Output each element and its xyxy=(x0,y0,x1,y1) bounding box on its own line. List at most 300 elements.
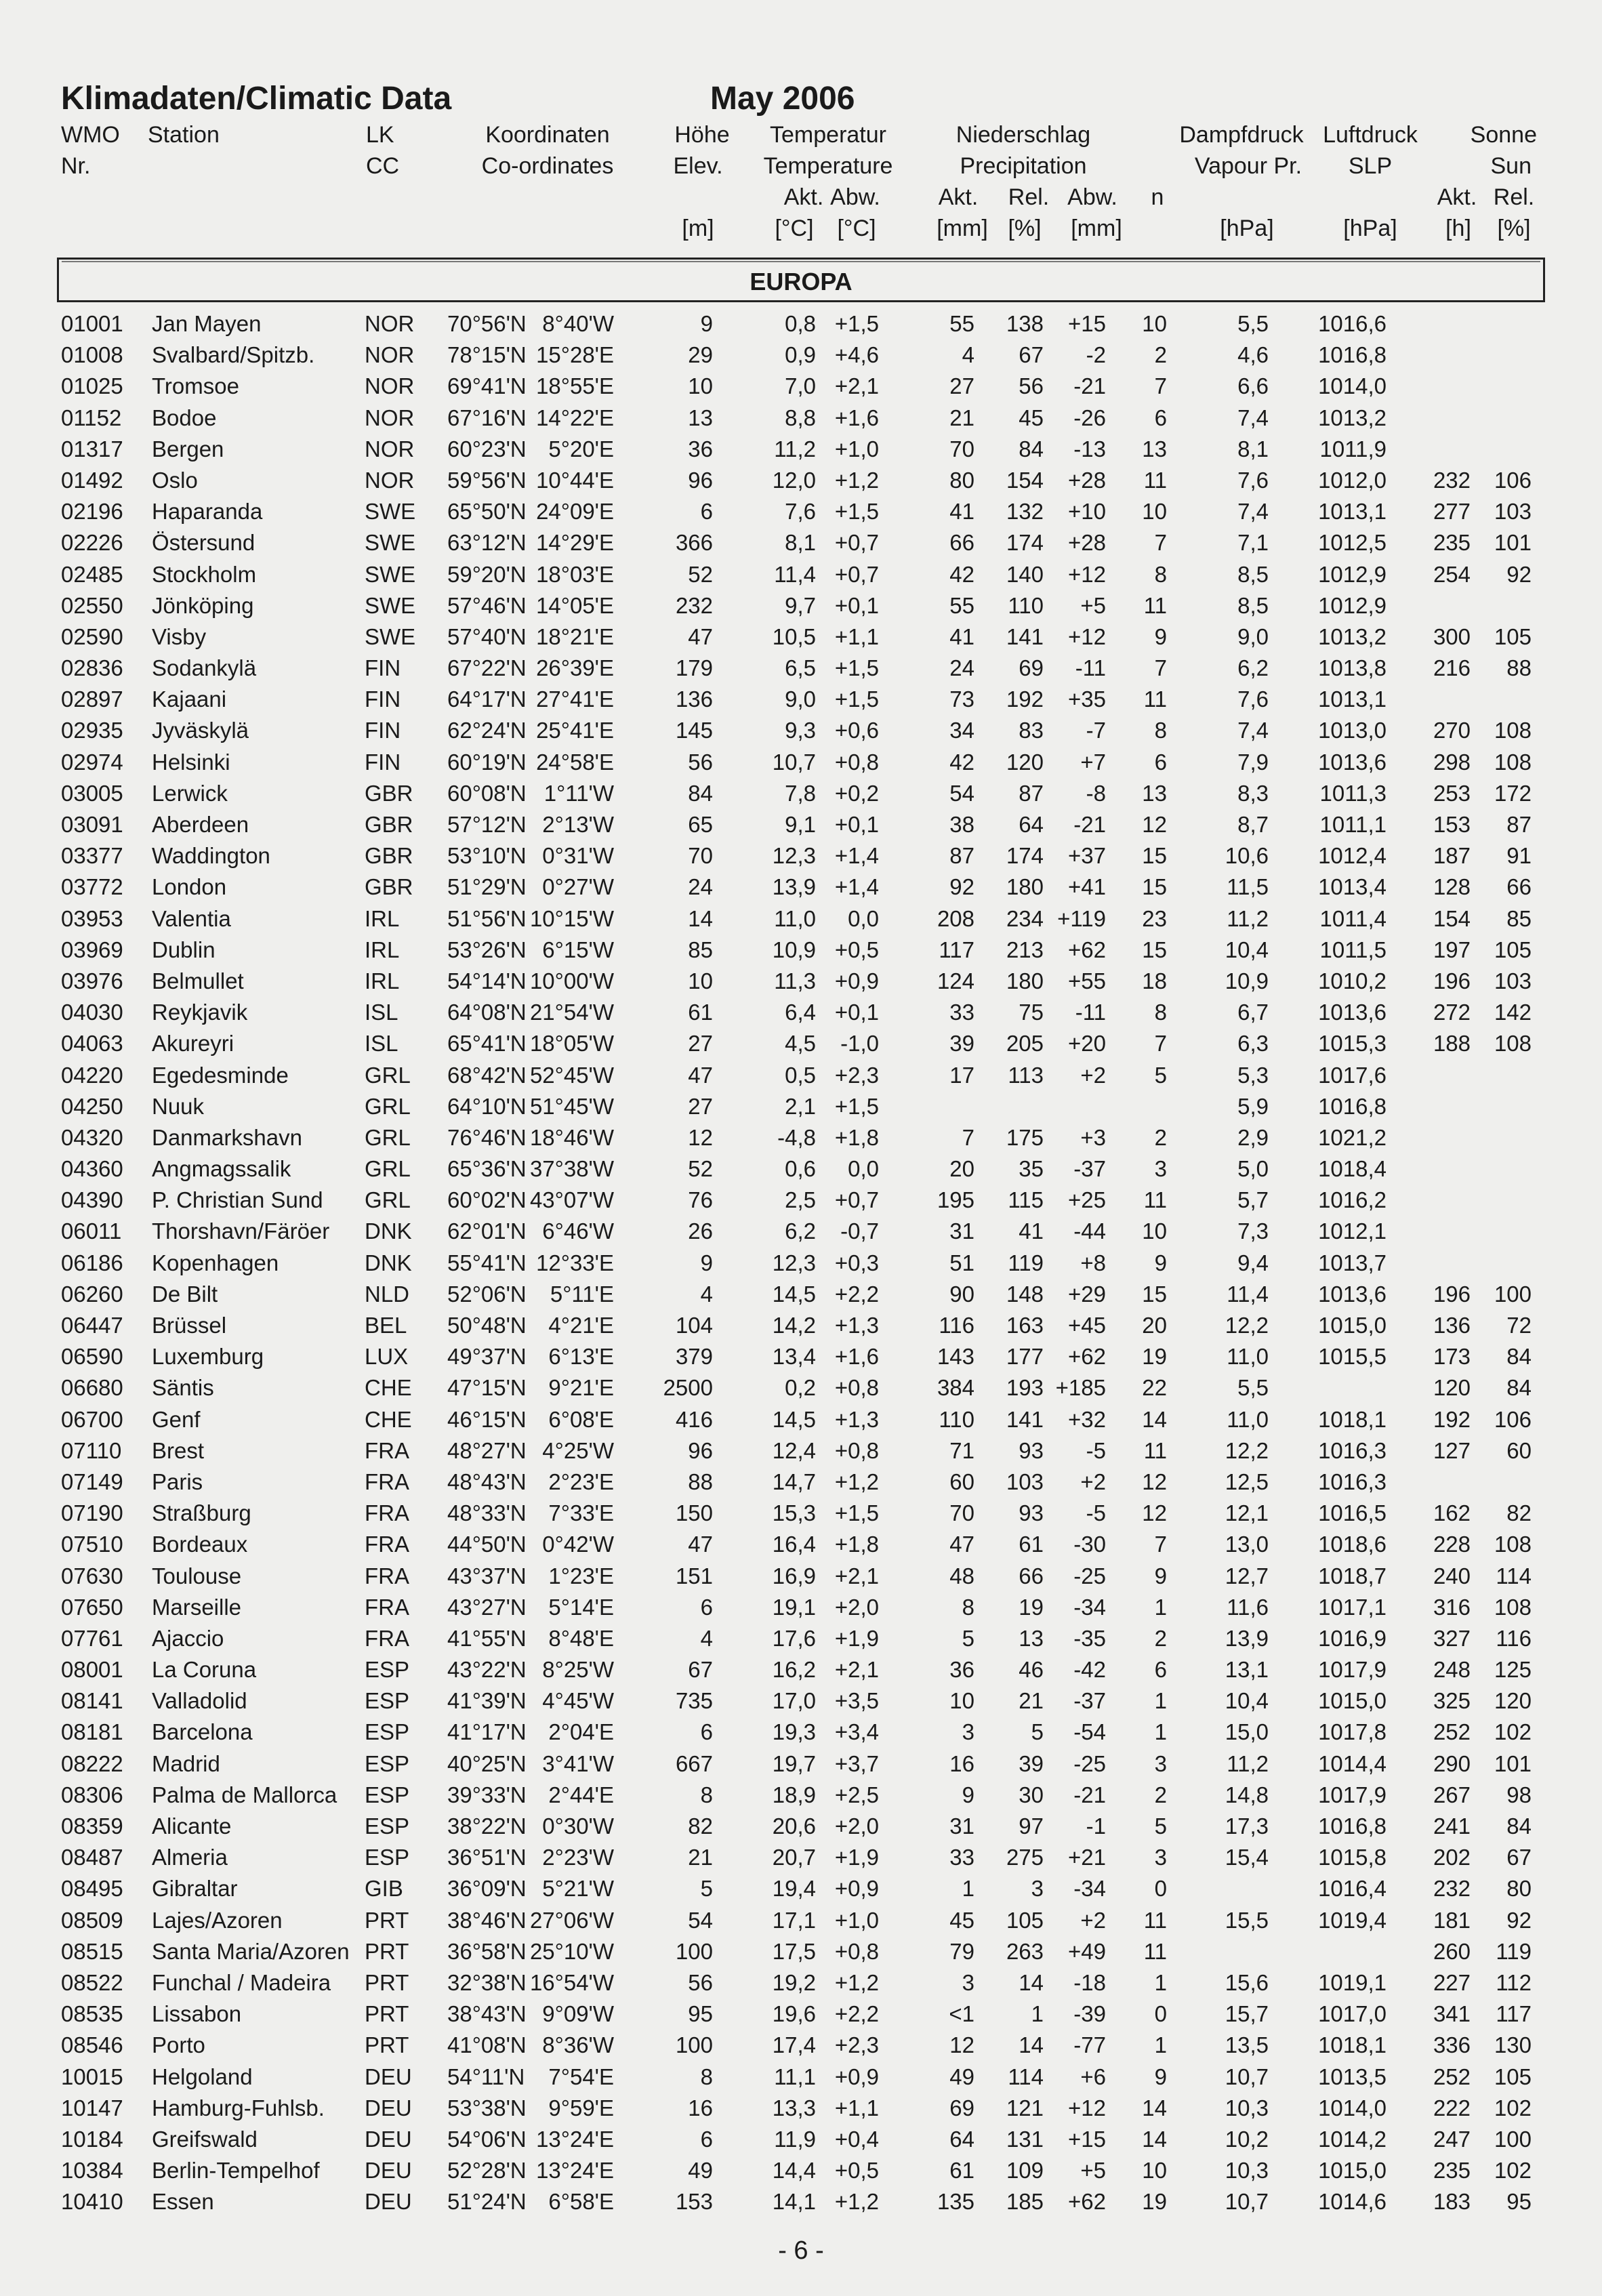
precip-abw-cell: +8 xyxy=(1080,1250,1106,1275)
elevation-cell: 179 xyxy=(675,655,713,681)
precip-abw-cell: +185 xyxy=(1055,1375,1106,1401)
wmo-nr-cell: 04220 xyxy=(61,1062,123,1088)
latitude-cell: 59°56'N xyxy=(447,467,527,493)
precip-abw-cell: +119 xyxy=(1057,905,1106,931)
station-name-cell: Östersund xyxy=(152,530,255,556)
station-name-cell: Santa Maria/Azoren xyxy=(152,1938,350,1964)
longitude-cell: 5°14'E xyxy=(548,1594,614,1620)
longitude-cell: 18°55'E xyxy=(536,373,614,399)
precip-rel-cell: 105 xyxy=(1006,1907,1044,1933)
precip-abw-cell: +62 xyxy=(1068,937,1106,962)
header-unit-sun-rel: [%] xyxy=(1497,216,1531,241)
wmo-nr-cell: 06700 xyxy=(61,1406,123,1432)
sea-level-pressure-cell: 1012,4 xyxy=(1318,843,1387,869)
temp-akt-cell: 7,6 xyxy=(785,499,816,525)
longitude-cell: 10°44'E xyxy=(536,467,614,493)
station-name-cell: Sodankylä xyxy=(152,655,257,681)
temp-akt-cell: 17,1 xyxy=(772,1907,816,1933)
table-row xyxy=(0,905,1602,936)
precip-akt-cell: 21 xyxy=(949,405,974,430)
temp-abw-cell: +0,1 xyxy=(834,812,879,837)
sea-level-pressure-cell: 1018,4 xyxy=(1318,1156,1387,1182)
sun-hours-cell: 252 xyxy=(1433,1719,1471,1745)
precip-rel-cell: 140 xyxy=(1006,561,1044,587)
precip-akt-cell: 47 xyxy=(949,1532,974,1557)
precip-abw-cell: -2 xyxy=(1086,342,1106,368)
precip-abw-cell: -42 xyxy=(1073,1657,1106,1683)
latitude-cell: 32°38'N xyxy=(447,1969,527,1995)
precip-akt-cell: 42 xyxy=(949,561,974,587)
sun-hours-cell: 248 xyxy=(1433,1657,1471,1683)
precip-abw-cell: +55 xyxy=(1068,968,1106,993)
longitude-cell: 5°20'E xyxy=(548,436,614,462)
precip-akt-cell: 42 xyxy=(949,749,974,775)
sea-level-pressure-cell: 1016,9 xyxy=(1318,1625,1387,1651)
elevation-cell: 6 xyxy=(700,1719,713,1745)
temp-abw-cell: +1,8 xyxy=(834,1532,879,1557)
table-row xyxy=(0,2031,1602,2062)
longitude-cell: 6°15'W xyxy=(542,937,614,962)
temp-akt-cell: -4,8 xyxy=(777,1124,816,1150)
precip-abw-cell: +12 xyxy=(1068,2095,1106,2120)
elevation-cell: 5 xyxy=(700,1876,713,1902)
precip-rel-cell: 120 xyxy=(1006,749,1044,775)
station-name-cell: Bordeaux xyxy=(152,1532,248,1557)
elevation-cell: 104 xyxy=(675,1313,713,1338)
sea-level-pressure-cell: 1016,6 xyxy=(1318,311,1387,336)
precip-abw-cell: -1 xyxy=(1086,1813,1106,1839)
station-name-cell: Akureyri xyxy=(152,1031,234,1057)
precip-abw-cell: +62 xyxy=(1068,2189,1106,2215)
station-name-cell: Reykjavik xyxy=(152,1000,248,1025)
country-code-cell: PRT xyxy=(365,2032,409,2058)
elevation-cell: 95 xyxy=(688,2001,713,2027)
station-name-cell: Alicante xyxy=(152,1813,232,1839)
precip-abw-cell: +21 xyxy=(1068,1845,1106,1870)
precip-rel-cell: 67 xyxy=(1019,342,1044,368)
sun-rel-cell: 102 xyxy=(1494,2095,1532,2120)
elevation-cell: 366 xyxy=(675,530,713,556)
vapour-pressure-cell: 15,7 xyxy=(1225,2001,1269,2027)
sun-hours-cell: 252 xyxy=(1433,2064,1471,2089)
precip-akt-cell: 70 xyxy=(949,436,974,462)
country-code-cell: CHE xyxy=(365,1406,412,1432)
temp-abw-cell: +0,8 xyxy=(834,749,879,775)
precip-rel-cell: 3 xyxy=(1031,1876,1044,1902)
precip-akt-cell: 1 xyxy=(962,1876,974,1902)
precip-akt-cell: 12 xyxy=(949,2032,974,2058)
country-code-cell: GIB xyxy=(365,1876,403,1902)
vapour-pressure-cell: 11,4 xyxy=(1227,1281,1269,1307)
precip-days-cell: 8 xyxy=(1154,561,1167,587)
country-code-cell: NOR xyxy=(365,405,415,430)
temp-akt-cell: 19,2 xyxy=(772,1969,816,1995)
country-code-cell: PRT xyxy=(365,1969,409,1995)
wmo-nr-cell: 02836 xyxy=(61,655,123,681)
sun-rel-cell: 85 xyxy=(1506,905,1532,931)
temp-abw-cell: +2,3 xyxy=(834,1062,879,1088)
latitude-cell: 53°10'N xyxy=(447,843,527,869)
table-row xyxy=(0,748,1602,779)
sea-level-pressure-cell: 1012,0 xyxy=(1318,467,1387,493)
temp-akt-cell: 19,7 xyxy=(772,1750,816,1776)
header-precipitation: Precipitation xyxy=(960,153,1087,179)
country-code-cell: NOR xyxy=(365,342,415,368)
precip-days-cell: 14 xyxy=(1142,1406,1167,1432)
country-code-cell: ESP xyxy=(365,1688,410,1714)
temp-abw-cell: +2,5 xyxy=(834,1782,879,1807)
header-nied-abw: Abw. xyxy=(1067,184,1117,210)
precip-days-cell: 7 xyxy=(1154,530,1167,556)
longitude-cell: 6°13'E xyxy=(548,1344,614,1370)
country-code-cell: ESP xyxy=(365,1782,410,1807)
latitude-cell: 57°12'N xyxy=(447,812,527,837)
station-name-cell: Essen xyxy=(152,2189,214,2215)
sun-rel-cell: 108 xyxy=(1494,1594,1532,1620)
longitude-cell: 37°38'W xyxy=(529,1156,614,1182)
header-temperature: Temperature xyxy=(763,153,893,179)
longitude-cell: 3°41'W xyxy=(542,1750,614,1776)
table-row xyxy=(0,1186,1602,1217)
longitude-cell: 7°54'E xyxy=(548,2064,614,2089)
precip-abw-cell: -30 xyxy=(1073,1532,1106,1557)
precip-abw-cell: -11 xyxy=(1075,655,1106,681)
precip-rel-cell: 41 xyxy=(1019,1218,1044,1244)
precip-akt-cell: 124 xyxy=(937,968,974,993)
header-elev: Elev. xyxy=(673,153,723,179)
elevation-cell: 150 xyxy=(675,1500,713,1526)
elevation-cell: 47 xyxy=(688,623,713,649)
table-row xyxy=(0,560,1602,592)
precip-rel-cell: 205 xyxy=(1006,1031,1044,1057)
vapour-pressure-cell: 10,2 xyxy=(1225,2126,1269,2152)
precip-abw-cell: -54 xyxy=(1073,1719,1106,1745)
latitude-cell: 41°55'N xyxy=(447,1625,527,1651)
sun-hours-cell: 316 xyxy=(1433,1594,1471,1620)
precip-akt-cell: 90 xyxy=(949,1281,974,1307)
table-row xyxy=(0,685,1602,716)
wmo-nr-cell: 01008 xyxy=(61,342,123,368)
elevation-cell: 49 xyxy=(688,2158,713,2184)
sun-rel-cell: 80 xyxy=(1506,1876,1532,1902)
temp-akt-cell: 4,5 xyxy=(785,1031,816,1057)
wmo-nr-cell: 08001 xyxy=(61,1657,123,1683)
header-unit-dampf: [hPa] xyxy=(1220,216,1274,241)
precip-akt-cell: 34 xyxy=(949,718,974,743)
vapour-pressure-cell: 15,6 xyxy=(1225,1969,1269,1995)
country-code-cell: FIN xyxy=(365,718,401,743)
table-row xyxy=(0,310,1602,341)
precip-akt-cell: 92 xyxy=(949,874,974,900)
sea-level-pressure-cell: 1015,0 xyxy=(1318,2158,1387,2184)
precip-days-cell: 11 xyxy=(1143,1938,1167,1964)
precip-abw-cell: +3 xyxy=(1080,1124,1106,1150)
sun-hours-cell: 227 xyxy=(1433,1969,1471,1995)
precip-akt-cell: 4 xyxy=(962,342,974,368)
precip-abw-cell: -21 xyxy=(1073,373,1106,399)
temp-abw-cell: +1,4 xyxy=(834,843,879,869)
table-row xyxy=(0,1656,1602,1687)
temp-abw-cell: +0,6 xyxy=(834,718,879,743)
elevation-cell: 52 xyxy=(688,1156,713,1182)
precip-abw-cell: -21 xyxy=(1073,1782,1106,1807)
vapour-pressure-cell: 15,0 xyxy=(1225,1719,1269,1745)
wmo-nr-cell: 02550 xyxy=(61,592,123,618)
elevation-cell: 8 xyxy=(700,1782,713,1807)
sun-hours-cell: 254 xyxy=(1433,561,1471,587)
wmo-nr-cell: 08509 xyxy=(61,1907,123,1933)
sun-hours-cell: 241 xyxy=(1433,1813,1471,1839)
header-nr: Nr. xyxy=(61,153,91,179)
temp-abw-cell: +1,6 xyxy=(834,1344,879,1370)
station-name-cell: Almeria xyxy=(152,1845,228,1870)
temp-akt-cell: 8,1 xyxy=(785,530,816,556)
precip-rel-cell: 174 xyxy=(1006,843,1044,869)
precip-days-cell: 7 xyxy=(1154,1031,1167,1057)
latitude-cell: 67°22'N xyxy=(447,655,527,681)
precip-rel-cell: 13 xyxy=(1019,1625,1044,1651)
sun-hours-cell: 253 xyxy=(1433,780,1471,806)
page-number: - 6 - xyxy=(778,2236,824,2265)
longitude-cell: 2°13'W xyxy=(542,812,614,837)
vapour-pressure-cell: 10,7 xyxy=(1225,2064,1269,2089)
station-name-cell: Nuuk xyxy=(152,1093,205,1119)
sun-rel-cell: 103 xyxy=(1494,968,1532,993)
wmo-nr-cell: 06590 xyxy=(61,1344,123,1370)
latitude-cell: 55°41'N xyxy=(447,1250,527,1275)
temp-akt-cell: 12,3 xyxy=(772,843,816,869)
longitude-cell: 1°23'E xyxy=(548,1563,614,1588)
sea-level-pressure-cell: 1012,9 xyxy=(1318,592,1387,618)
temp-akt-cell: 16,9 xyxy=(772,1563,816,1588)
precip-rel-cell: 263 xyxy=(1006,1938,1044,1964)
precip-abw-cell: -39 xyxy=(1073,2001,1106,2027)
station-name-cell: Svalbard/Spitzb. xyxy=(152,342,315,368)
sun-hours-cell: 216 xyxy=(1433,655,1471,681)
temp-akt-cell: 0,5 xyxy=(785,1062,816,1088)
temp-akt-cell: 6,2 xyxy=(785,1218,816,1244)
sea-level-pressure-cell: 1014,0 xyxy=(1318,2095,1387,2120)
sea-level-pressure-cell: 1011,4 xyxy=(1319,905,1387,931)
elevation-cell: 10 xyxy=(688,968,713,993)
sun-rel-cell: 108 xyxy=(1494,1532,1532,1557)
precip-abw-cell: -37 xyxy=(1073,1688,1106,1714)
latitude-cell: 62°01'N xyxy=(447,1218,527,1244)
longitude-cell: 18°05'W xyxy=(529,1031,614,1057)
sun-hours-cell: 232 xyxy=(1433,467,1471,493)
wmo-nr-cell: 02485 xyxy=(61,561,123,587)
sea-level-pressure-cell: 1011,9 xyxy=(1319,436,1387,462)
table-row xyxy=(0,1217,1602,1248)
elevation-cell: 100 xyxy=(675,1938,713,1964)
wmo-nr-cell: 08515 xyxy=(61,1938,123,1964)
sun-rel-cell: 67 xyxy=(1506,1845,1532,1870)
temp-akt-cell: 16,2 xyxy=(772,1657,816,1683)
table-row xyxy=(0,811,1602,842)
precip-rel-cell: 109 xyxy=(1006,2158,1044,2184)
precip-rel-cell: 45 xyxy=(1019,405,1044,430)
country-code-cell: FRA xyxy=(365,1625,409,1651)
vapour-pressure-cell: 14,8 xyxy=(1225,1782,1269,1807)
precip-akt-cell: 116 xyxy=(939,1313,974,1338)
latitude-cell: 54°06'N xyxy=(447,2126,527,2152)
precip-rel-cell: 175 xyxy=(1006,1124,1044,1150)
precip-rel-cell: 185 xyxy=(1006,2189,1044,2215)
sea-level-pressure-cell: 1015,0 xyxy=(1318,1688,1387,1714)
precip-rel-cell: 132 xyxy=(1006,499,1044,525)
temp-abw-cell: +0,9 xyxy=(834,968,879,993)
temp-akt-cell: 17,6 xyxy=(772,1625,816,1651)
table-row xyxy=(0,2125,1602,2156)
precip-abw-cell: +2 xyxy=(1080,1469,1106,1494)
sea-level-pressure-cell: 1016,2 xyxy=(1318,1187,1387,1213)
station-name-cell: Jan Mayen xyxy=(152,311,262,336)
longitude-cell: 18°46'W xyxy=(529,1124,614,1150)
elevation-cell: 88 xyxy=(688,1469,713,1494)
vapour-pressure-cell: 4,6 xyxy=(1237,342,1269,368)
precip-days-cell: 23 xyxy=(1142,905,1167,931)
latitude-cell: 38°43'N xyxy=(447,2001,527,2027)
wmo-nr-cell: 08546 xyxy=(61,2032,123,2058)
vapour-pressure-cell: 8,7 xyxy=(1237,812,1269,837)
precip-akt-cell: 33 xyxy=(949,1845,974,1870)
header-unit-nied-rel: [%] xyxy=(1008,216,1042,241)
country-code-cell: GRL xyxy=(365,1062,411,1088)
table-row xyxy=(0,1874,1602,1906)
station-name-cell: Toulouse xyxy=(152,1563,242,1588)
wmo-nr-cell: 10015 xyxy=(61,2064,123,2089)
wmo-nr-cell: 04030 xyxy=(61,1000,123,1025)
precip-days-cell: 15 xyxy=(1142,874,1167,900)
station-name-cell: Bergen xyxy=(152,436,224,462)
vapour-pressure-cell: 11,5 xyxy=(1227,874,1269,900)
temp-akt-cell: 12,0 xyxy=(772,467,816,493)
station-name-cell: Valladolid xyxy=(152,1688,247,1714)
wmo-nr-cell: 08495 xyxy=(61,1876,123,1902)
sun-hours-cell: 181 xyxy=(1433,1907,1471,1933)
header-coordinates: Co-ordinates xyxy=(481,153,614,179)
temp-akt-cell: 14,7 xyxy=(772,1469,816,1494)
sun-rel-cell: 84 xyxy=(1506,1344,1532,1370)
precip-rel-cell: 174 xyxy=(1006,530,1044,556)
vapour-pressure-cell: 13,1 xyxy=(1225,1657,1269,1683)
latitude-cell: 64°17'N xyxy=(447,686,527,712)
table-row xyxy=(0,623,1602,654)
precip-akt-cell: 36 xyxy=(949,1657,974,1683)
precip-rel-cell: 87 xyxy=(1019,780,1044,806)
table-row xyxy=(0,1969,1602,2000)
latitude-cell: 52°06'N xyxy=(447,1281,527,1307)
country-code-cell: GBR xyxy=(365,812,413,837)
precip-rel-cell: 110 xyxy=(1008,592,1044,618)
precip-rel-cell: 121 xyxy=(1006,2095,1044,2120)
country-code-cell: GRL xyxy=(365,1187,411,1213)
sun-hours-cell: 300 xyxy=(1433,623,1471,649)
sea-level-pressure-cell: 1013,0 xyxy=(1318,718,1387,743)
precip-days-cell: 2 xyxy=(1154,1782,1167,1807)
precip-days-cell: 3 xyxy=(1154,1845,1167,1870)
country-code-cell: DNK xyxy=(365,1218,412,1244)
elevation-cell: 4 xyxy=(700,1281,713,1307)
precip-days-cell: 1 xyxy=(1154,1969,1167,1995)
longitude-cell: 9°09'W xyxy=(542,2001,614,2027)
vapour-pressure-cell: 13,9 xyxy=(1225,1625,1269,1651)
temp-abw-cell: +0,8 xyxy=(834,1938,879,1964)
elevation-cell: 47 xyxy=(688,1532,713,1557)
vapour-pressure-cell: 7,9 xyxy=(1237,749,1269,775)
longitude-cell: 6°08'E xyxy=(548,1406,614,1432)
longitude-cell: 2°23'E xyxy=(548,1469,614,1494)
table-row xyxy=(0,592,1602,623)
longitude-cell: 51°45'W xyxy=(529,1093,614,1119)
country-code-cell: DEU xyxy=(365,2158,412,2184)
precip-rel-cell: 39 xyxy=(1019,1750,1044,1776)
country-code-cell: NOR xyxy=(365,436,415,462)
sun-rel-cell: 103 xyxy=(1494,499,1532,525)
table-row xyxy=(0,1781,1602,1812)
wmo-nr-cell: 08306 xyxy=(61,1782,123,1807)
header-dampfdruck: Dampfdruck xyxy=(1179,122,1304,148)
precip-abw-cell: -35 xyxy=(1073,1625,1106,1651)
sun-rel-cell: 114 xyxy=(1496,1563,1532,1588)
station-name-cell: Valentia xyxy=(152,905,231,931)
vapour-pressure-cell: 6,2 xyxy=(1237,655,1269,681)
wmo-nr-cell: 01001 xyxy=(61,311,123,336)
longitude-cell: 27°06'W xyxy=(529,1907,614,1933)
precip-abw-cell: -37 xyxy=(1073,1156,1106,1182)
temp-abw-cell: +2,0 xyxy=(834,1594,879,1620)
elevation-cell: 145 xyxy=(675,718,713,743)
sun-hours-cell: 336 xyxy=(1433,2032,1471,2058)
precip-days-cell: 1 xyxy=(1154,1719,1167,1745)
precip-rel-cell: 163 xyxy=(1006,1313,1044,1338)
sun-rel-cell: 72 xyxy=(1506,1313,1532,1338)
sun-hours-cell: 183 xyxy=(1433,2189,1471,2215)
longitude-cell: 14°29'E xyxy=(536,530,614,556)
sea-level-pressure-cell: 1016,3 xyxy=(1318,1437,1387,1463)
temp-abw-cell: +0,1 xyxy=(834,592,879,618)
country-code-cell: FRA xyxy=(365,1437,409,1463)
station-name-cell: Oslo xyxy=(152,467,198,493)
wmo-nr-cell: 07510 xyxy=(61,1532,123,1557)
temp-abw-cell: +1,2 xyxy=(834,1969,879,1995)
temp-abw-cell: +1,5 xyxy=(834,1093,879,1119)
temp-abw-cell: 0,0 xyxy=(848,1156,879,1182)
precip-abw-cell: +62 xyxy=(1068,1344,1106,1370)
elevation-cell: 27 xyxy=(688,1093,713,1119)
vapour-pressure-cell: 5,5 xyxy=(1237,311,1269,336)
country-code-cell: GRL xyxy=(365,1156,411,1182)
precip-akt-cell: 41 xyxy=(949,499,974,525)
temp-abw-cell: +2,1 xyxy=(834,373,879,399)
precip-rel-cell: 64 xyxy=(1019,812,1044,837)
temp-akt-cell: 0,2 xyxy=(785,1375,816,1401)
station-name-cell: Haparanda xyxy=(152,499,263,525)
temp-akt-cell: 7,8 xyxy=(785,780,816,806)
temp-abw-cell: +1,0 xyxy=(834,436,879,462)
temp-akt-cell: 14,2 xyxy=(772,1313,816,1338)
precip-rel-cell: 141 xyxy=(1006,623,1044,649)
precip-days-cell: 13 xyxy=(1142,436,1167,462)
longitude-cell: 21°54'W xyxy=(529,1000,614,1025)
longitude-cell: 6°58'E xyxy=(548,2189,614,2215)
header-cc: CC xyxy=(366,153,400,179)
precip-days-cell: 5 xyxy=(1154,1813,1167,1839)
sea-level-pressure-cell: 1013,6 xyxy=(1318,749,1387,775)
temp-abw-cell: +1,5 xyxy=(834,311,879,336)
station-name-cell: Marseille xyxy=(152,1594,242,1620)
precip-days-cell: 19 xyxy=(1142,2189,1167,2215)
